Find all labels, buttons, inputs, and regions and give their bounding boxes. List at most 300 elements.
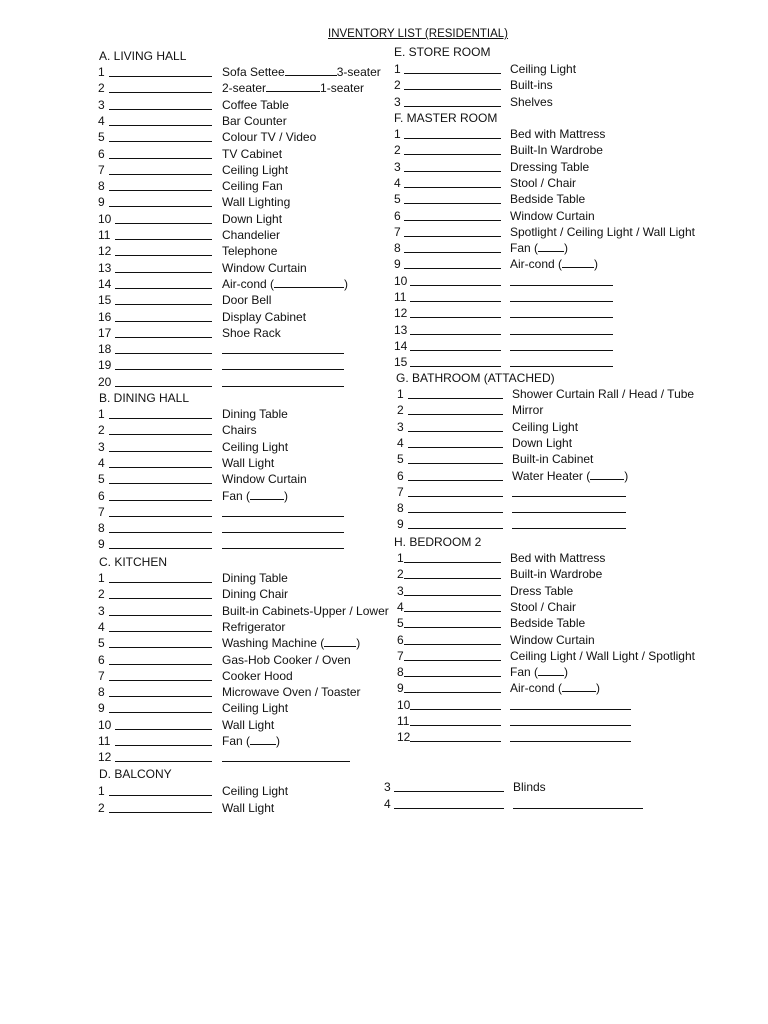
inventory-row-g-6: [0, 469, 768, 483]
inventory-row-a-4: [0, 114, 768, 128]
quantity-blank[interactable]: [410, 366, 501, 367]
row-number: 7: [394, 225, 401, 239]
row-number: 2: [394, 143, 401, 157]
quantity-blank[interactable]: [115, 337, 212, 338]
quantity-blank[interactable]: [408, 414, 503, 415]
item-label: Ceiling Light: [512, 420, 579, 434]
row-number: 1: [98, 784, 105, 798]
row-number: 12: [98, 244, 112, 258]
row-number: 5: [98, 636, 105, 650]
row-number: 1: [98, 407, 105, 421]
inventory-row-g-7: [0, 485, 768, 499]
quantity-blank[interactable]: [115, 321, 212, 322]
quantity-blank[interactable]: [394, 791, 504, 792]
item-label: Gas-Hob Cooker / Oven: [222, 653, 351, 667]
quantity-blank[interactable]: [408, 398, 503, 399]
item-label: Shower Curtain Rall / Head / Tube: [512, 387, 695, 401]
quantity-blank[interactable]: [404, 236, 501, 237]
row-number: 3: [397, 420, 404, 434]
item-label: Ceiling Fan: [222, 179, 283, 193]
item-label: Water Heater ( ): [512, 469, 629, 483]
item-label: TV Cabinet: [222, 147, 283, 161]
row-number: 2: [98, 801, 105, 815]
inventory-row-f-12: [0, 306, 768, 320]
inventory-row-f-5: [0, 192, 768, 206]
row-number: 14: [98, 277, 112, 291]
inventory-row-h-4: [0, 600, 768, 614]
quantity-blank[interactable]: [109, 158, 212, 159]
quantity-blank[interactable]: [408, 512, 503, 513]
item-label: Washing Machine ( ): [222, 636, 361, 650]
inventory-row-d-4: [0, 797, 768, 811]
inline-blank[interactable]: [538, 241, 564, 252]
quantity-blank[interactable]: [115, 223, 212, 224]
quantity-blank[interactable]: [408, 463, 503, 464]
item-blank-line[interactable]: [510, 725, 631, 726]
quantity-blank[interactable]: [115, 272, 212, 273]
row-number: 10: [397, 698, 411, 712]
item-label: Down Light: [512, 436, 573, 450]
quantity-blank[interactable]: [404, 252, 501, 253]
item-label: Dress Table: [510, 584, 574, 598]
row-number: 3: [397, 584, 404, 598]
inventory-row-h-5: [0, 616, 768, 630]
quantity-blank[interactable]: [109, 582, 212, 583]
item-label: Wall Light: [222, 718, 275, 732]
inventory-row-f-14: [0, 339, 768, 353]
row-number: 10: [98, 718, 112, 732]
row-number: 6: [98, 489, 105, 503]
inventory-row-c-12: [0, 750, 768, 764]
item-label: Dressing Table: [510, 160, 590, 174]
item-label: Bed with Mattress: [510, 551, 606, 565]
section-b-heading: B. DINING HALL: [99, 391, 190, 405]
quantity-blank[interactable]: [404, 171, 501, 172]
row-number: 4: [98, 620, 105, 634]
quantity-blank[interactable]: [410, 725, 501, 726]
row-number: 4: [384, 797, 391, 811]
section-h-heading: H. BEDROOM 2: [394, 535, 482, 549]
row-number: 6: [397, 469, 404, 483]
item-blank-line[interactable]: [510, 317, 613, 318]
row-number: 9: [397, 681, 404, 695]
section-c-heading: C. KITCHEN: [99, 555, 168, 569]
inventory-row-f-7: [0, 225, 768, 239]
item-label: Ceiling Light: [222, 163, 289, 177]
item-label: Chairs: [222, 423, 257, 437]
quantity-blank[interactable]: [109, 712, 212, 713]
quantity-blank[interactable]: [404, 627, 501, 628]
row-number: 6: [394, 209, 401, 223]
quantity-blank[interactable]: [115, 745, 212, 746]
row-number: 10: [394, 274, 408, 288]
row-number: 8: [98, 179, 105, 193]
inventory-row-g-2: [0, 403, 768, 417]
inventory-row-g-3: [0, 420, 768, 434]
item-label: Ceiling Light: [222, 701, 289, 715]
quantity-blank[interactable]: [410, 334, 501, 335]
row-number: 6: [397, 633, 404, 647]
row-number: 9: [394, 257, 401, 271]
inventory-row-g-9: [0, 517, 768, 531]
row-number: 12: [394, 306, 408, 320]
row-number: 8: [98, 685, 105, 699]
quantity-blank[interactable]: [410, 709, 501, 710]
row-number: 8: [98, 521, 105, 535]
quantity-blank[interactable]: [109, 598, 212, 599]
item-blank-line[interactable]: [510, 285, 613, 286]
inventory-row-d-3: [0, 780, 768, 794]
inventory-row-h-7: [0, 649, 768, 663]
quantity-blank[interactable]: [109, 483, 212, 484]
item-label: Fan ( ): [510, 665, 569, 679]
item-label: Telephone: [222, 244, 278, 258]
row-number: 7: [98, 505, 105, 519]
quantity-blank[interactable]: [408, 528, 503, 529]
inventory-row-h-12: [0, 730, 768, 744]
inventory-row-b-9: [0, 537, 768, 551]
page-title: INVENTORY LIST (RESIDENTIAL): [328, 28, 509, 40]
row-number: 3: [98, 604, 105, 618]
row-number: 3: [98, 98, 105, 112]
item-blank-line[interactable]: [510, 741, 631, 742]
row-number: 16: [98, 310, 112, 324]
item-label: Dining Table: [222, 571, 288, 585]
row-number: 4: [397, 436, 404, 450]
row-number: 6: [98, 653, 105, 667]
quantity-blank[interactable]: [404, 268, 501, 269]
section-e-heading: E. STORE ROOM: [394, 45, 491, 59]
inventory-row-h-3: [0, 584, 768, 598]
item-label: Mirror: [512, 403, 544, 417]
row-number: 18: [98, 342, 112, 356]
row-number: 5: [98, 130, 105, 144]
row-number: 5: [397, 452, 404, 466]
quantity-blank[interactable]: [115, 304, 212, 305]
row-number: 20: [98, 375, 112, 389]
row-number: 10: [98, 212, 112, 226]
row-number: 12: [98, 750, 112, 764]
inventory-row-e-3: [0, 95, 768, 109]
row-number: 13: [394, 323, 408, 337]
inline-blank[interactable]: [538, 665, 564, 676]
quantity-blank[interactable]: [109, 141, 212, 142]
row-number: 1: [397, 387, 404, 401]
quantity-blank[interactable]: [109, 418, 212, 419]
quantity-blank[interactable]: [404, 692, 501, 693]
item-label: 2-seater 1-seater: [222, 81, 365, 95]
quantity-blank[interactable]: [410, 741, 501, 742]
row-number: 3: [98, 440, 105, 454]
row-number: 8: [397, 501, 404, 515]
row-number: 11: [98, 734, 111, 748]
item-label: Refrigerator: [222, 620, 286, 634]
item-blank-line[interactable]: [510, 350, 613, 351]
inventory-row-e-1: [0, 62, 768, 76]
inventory-row-h-6: [0, 633, 768, 647]
row-number: 9: [98, 701, 105, 715]
quantity-blank[interactable]: [404, 611, 501, 612]
item-label: Built-in Cabinet: [512, 452, 594, 466]
row-number: 7: [98, 669, 105, 683]
quantity-blank[interactable]: [408, 447, 503, 448]
item-blank-line[interactable]: [512, 528, 626, 529]
quantity-blank[interactable]: [410, 285, 501, 286]
row-number: 14: [394, 339, 408, 353]
row-number: 13: [98, 261, 112, 275]
item-label: Built-in Cabinets-Upper / Lower: [222, 604, 389, 618]
quantity-blank[interactable]: [404, 562, 501, 563]
inventory-row-g-1: [0, 387, 768, 401]
item-label: Shoe Rack: [222, 326, 281, 340]
row-number: 4: [397, 600, 404, 614]
quantity-blank[interactable]: [404, 138, 501, 139]
inventory-row-f-11: [0, 290, 768, 304]
inventory-row-h-11: [0, 714, 768, 728]
item-label: Dining Chair: [222, 587, 289, 601]
row-number: 17: [98, 326, 112, 340]
row-number: 2: [397, 403, 404, 417]
item-label: Down Light: [222, 212, 283, 226]
row-number: 2: [394, 78, 401, 92]
inventory-row-h-9: [0, 681, 768, 695]
quantity-blank[interactable]: [404, 187, 501, 188]
row-number: 9: [98, 195, 105, 209]
item-label: Ceiling Light: [222, 440, 289, 454]
quantity-blank[interactable]: [404, 89, 501, 90]
quantity-blank[interactable]: [410, 350, 501, 351]
item-blank-line[interactable]: [222, 761, 350, 762]
quantity-blank[interactable]: [404, 644, 501, 645]
quantity-blank[interactable]: [109, 548, 212, 549]
item-label: Bedside Table: [510, 192, 586, 206]
quantity-blank[interactable]: [404, 220, 501, 221]
item-label: Stool / Chair: [510, 600, 577, 614]
row-number: 9: [98, 537, 105, 551]
quantity-blank[interactable]: [109, 812, 212, 813]
row-number: 12: [397, 730, 411, 744]
item-blank-line[interactable]: [510, 366, 613, 367]
item-label: Wall Light: [222, 801, 275, 815]
section-g-heading: G. BATHROOM (ATTACHED): [396, 371, 555, 385]
item-label: Microwave Oven / Toaster: [222, 685, 361, 699]
item-label: Air-cond ( ): [510, 257, 599, 271]
quantity-blank[interactable]: [408, 496, 503, 497]
item-blank-line[interactable]: [222, 532, 344, 533]
item-blank-line[interactable]: [512, 512, 626, 513]
row-number: 11: [98, 228, 111, 242]
row-number: 5: [394, 192, 401, 206]
inventory-row-h-10: [0, 698, 768, 712]
quantity-blank[interactable]: [109, 434, 212, 435]
row-number: 1: [98, 65, 105, 79]
item-label: Fan ( ): [510, 241, 569, 255]
item-label: Built-in Wardrobe: [510, 567, 603, 581]
row-number: 15: [394, 355, 408, 369]
row-number: 11: [397, 714, 410, 728]
item-label: Ceiling Light: [510, 62, 577, 76]
quantity-blank[interactable]: [109, 174, 212, 175]
row-number: 7: [397, 649, 404, 663]
item-blank-line[interactable]: [510, 334, 613, 335]
row-number: 15: [98, 293, 112, 307]
row-number: 19: [98, 358, 112, 372]
row-number: 2: [98, 81, 105, 95]
item-blank-line[interactable]: [222, 369, 344, 370]
row-number: 5: [397, 616, 404, 630]
item-blank-line[interactable]: [512, 496, 626, 497]
row-number: 1: [394, 127, 401, 141]
row-number: 8: [397, 665, 404, 679]
quantity-blank[interactable]: [404, 154, 501, 155]
quantity-blank[interactable]: [109, 76, 212, 77]
item-label: Fan ( ): [222, 489, 289, 503]
quantity-blank[interactable]: [109, 696, 212, 697]
quantity-blank[interactable]: [408, 431, 503, 432]
row-number: 3: [384, 780, 391, 794]
inventory-row-f-9: [0, 257, 768, 271]
row-number: 11: [394, 290, 407, 304]
item-blank-line[interactable]: [510, 709, 631, 710]
row-number: 3: [394, 160, 401, 174]
quantity-blank[interactable]: [404, 578, 501, 579]
inventory-row-f-4: [0, 176, 768, 190]
row-number: 1: [394, 62, 401, 76]
quantity-blank[interactable]: [404, 106, 501, 107]
item-label: Air-cond ( ): [222, 277, 349, 291]
section-d-heading: D. BALCONY: [99, 767, 172, 781]
row-number: 1: [98, 571, 105, 585]
row-number: 1: [397, 551, 404, 565]
row-number: 7: [98, 163, 105, 177]
quantity-blank[interactable]: [115, 239, 212, 240]
item-label: Blinds: [513, 780, 546, 794]
section-a-heading: A. LIVING HALL: [99, 49, 187, 63]
item-label: Wall Lighting: [222, 195, 291, 209]
item-label: Stool / Chair: [510, 176, 577, 190]
item-label: Wall Light: [222, 456, 275, 470]
quantity-blank[interactable]: [394, 808, 504, 809]
inventory-row-g-8: [0, 501, 768, 515]
inventory-row-f-8: [0, 241, 768, 255]
inventory-row-f-13: [0, 323, 768, 337]
row-number: 9: [397, 517, 404, 531]
item-label: Window Curtain: [222, 261, 307, 275]
row-number: 2: [98, 587, 105, 601]
item-label: Dining Table: [222, 407, 288, 421]
quantity-blank[interactable]: [109, 206, 212, 207]
inventory-row-h-2: [0, 567, 768, 581]
item-label: Spotlight / Ceiling Light / Wall Light: [510, 225, 695, 239]
item-label: Colour TV / Video: [222, 130, 317, 144]
inventory-row-f-1: [0, 127, 768, 141]
quantity-blank[interactable]: [404, 676, 501, 677]
row-number: 4: [98, 456, 105, 470]
inventory-row-g-5: [0, 452, 768, 466]
quantity-blank[interactable]: [410, 301, 501, 302]
item-label: Window Curtain: [510, 633, 595, 647]
item-label: Fan ( ): [222, 734, 281, 748]
item-label: Ceiling Light: [222, 784, 289, 798]
quantity-blank[interactable]: [109, 795, 212, 796]
row-number: 2: [98, 423, 105, 437]
item-label: Chandelier: [222, 228, 281, 242]
quantity-blank[interactable]: [115, 255, 212, 256]
quantity-blank[interactable]: [408, 480, 503, 481]
inventory-row-f-6: [0, 209, 768, 223]
quantity-blank[interactable]: [109, 190, 212, 191]
item-label: Bedside Table: [510, 616, 586, 630]
row-number: 7: [397, 485, 404, 499]
row-number: 4: [98, 114, 105, 128]
quantity-blank[interactable]: [404, 73, 501, 74]
row-number: 4: [394, 176, 401, 190]
inventory-row-h-8: [0, 665, 768, 679]
item-label: Display Cabinet: [222, 310, 307, 324]
item-label: Window Curtain: [510, 209, 595, 223]
item-label: Bed with Mattress: [510, 127, 606, 141]
quantity-blank[interactable]: [404, 595, 501, 596]
quantity-blank[interactable]: [115, 288, 212, 289]
item-label: Bar Counter: [222, 114, 287, 128]
inventory-row-f-10: [0, 274, 768, 288]
item-label: Ceiling Light / Wall Light / Spotlight: [510, 649, 695, 663]
item-label: Built-ins: [510, 78, 553, 92]
inventory-row-f-15: [0, 355, 768, 369]
quantity-blank[interactable]: [109, 467, 212, 468]
inline-blank[interactable]: [590, 469, 624, 480]
section-f-heading: F. MASTER ROOM: [394, 111, 498, 125]
quantity-blank[interactable]: [109, 92, 212, 93]
row-number: 2: [397, 567, 404, 581]
item-label: Built-In Wardrobe: [510, 143, 603, 157]
item-blank-line[interactable]: [510, 301, 613, 302]
row-number: 8: [394, 241, 401, 255]
inventory-row-f-2: [0, 143, 768, 157]
inventory-row-e-2: [0, 78, 768, 92]
quantity-blank[interactable]: [115, 369, 212, 370]
quantity-blank[interactable]: [109, 125, 212, 126]
inventory-row-h-1: [0, 551, 768, 565]
inline-blank[interactable]: [562, 681, 596, 692]
item-label: Cooker Hood: [222, 669, 293, 683]
quantity-blank[interactable]: [109, 647, 212, 648]
quantity-blank[interactable]: [410, 317, 501, 318]
quantity-blank[interactable]: [404, 660, 501, 661]
item-label: Sofa Settee 3-seater: [222, 65, 381, 79]
item-label: Door Bell: [222, 293, 272, 307]
row-number: 6: [98, 147, 105, 161]
item-label: Window Curtain: [222, 472, 307, 486]
item-blank-line[interactable]: [513, 808, 643, 809]
quantity-blank[interactable]: [109, 109, 212, 110]
quantity-blank[interactable]: [109, 631, 212, 632]
inventory-row-g-4: [0, 436, 768, 450]
inventory-row-f-3: [0, 160, 768, 174]
item-label: Coffee Table: [222, 98, 289, 112]
quantity-blank[interactable]: [404, 203, 501, 204]
inline-blank[interactable]: [562, 257, 594, 268]
item-label: Shelves: [510, 95, 553, 109]
quantity-blank[interactable]: [115, 761, 212, 762]
quantity-blank[interactable]: [115, 353, 212, 354]
item-label: Air-cond ( ): [510, 681, 601, 695]
quantity-blank[interactable]: [109, 532, 212, 533]
row-number: 5: [98, 472, 105, 486]
row-number: 3: [394, 95, 401, 109]
item-blank-line[interactable]: [222, 548, 344, 549]
item-blank-line[interactable]: [222, 353, 344, 354]
